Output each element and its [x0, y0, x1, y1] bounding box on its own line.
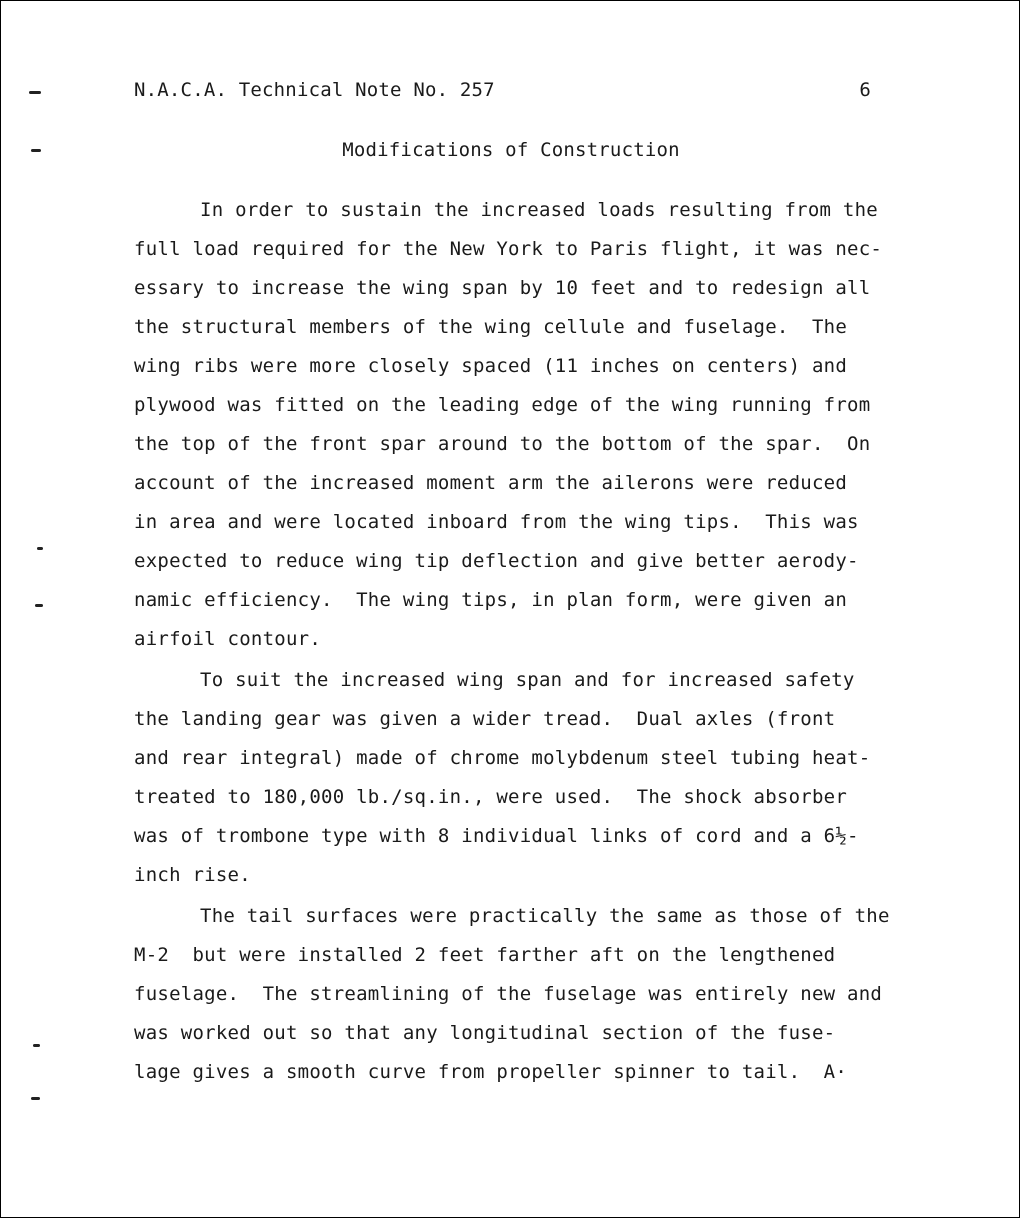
text-line: inch rise. [134, 864, 251, 886]
scan-mark [31, 149, 41, 152]
scan-mark [29, 91, 41, 94]
text-line: The tail surfaces were practically the same as those of the [200, 905, 890, 927]
text-line: namic efficiency. The wing tips, in plan form, were given an [134, 589, 848, 611]
body-text [134, 197, 914, 1098]
text-line: the landing gear was given a wider tread. Dual axles (front [134, 708, 836, 730]
text-line: essary to increase the wing span by 10 feet and to redesign all [134, 277, 871, 299]
scan-mark [33, 1044, 40, 1047]
scan-mark [31, 1097, 40, 1100]
section-title: Modifications of Construction [342, 139, 680, 161]
page-number: 6 [859, 79, 871, 101]
text-line: plywood was fitted on the leading edge of the wing running from [134, 394, 871, 416]
page-header [134, 79, 871, 109]
text-line: fuselage. The streamlining of the fuselage was entirely new and [134, 983, 883, 1005]
text-line: was of trombone type with 8 individual links of cord and a 6½- [134, 825, 859, 847]
text-line: In order to sustain the increased loads resulting from the [200, 199, 878, 221]
text-line: and rear integral) made of chrome molybdenum steel tubing heat- [134, 747, 871, 769]
text-line: M-2 but were installed 2 feet farther aft on the lengthened [134, 944, 836, 966]
text-line: in area and were located inboard from the wing tips. This was [134, 511, 859, 533]
text-line: treated to 180,000 lb./sq.in., were used. The shock absorber [134, 786, 848, 808]
text-line: the top of the front spar around to the bottom of the spar. On [134, 433, 871, 455]
text-line: full load required for the New York to Paris flight, it was nec- [134, 238, 883, 260]
text-line: was worked out so that any longitudinal section of the fuse- [134, 1022, 836, 1044]
document-id: N.A.C.A. Technical Note No. 257 [134, 79, 495, 101]
text-line: the structural members of the wing cellule and fuselage. The [134, 316, 848, 338]
text-line: airfoil contour. [134, 628, 322, 650]
text-line: wing ribs were more closely spaced (11 inches on centers) and [134, 355, 848, 377]
text-line: To suit the increased wing span and for increased safety [200, 669, 855, 691]
text-line: account of the increased moment arm the ailerons were reduced [134, 472, 848, 494]
scan-mark [35, 604, 43, 607]
text-line: expected to reduce wing tip deflection and give better aerody- [134, 550, 859, 572]
scan-mark [37, 547, 43, 550]
text-line: lage gives a smooth curve from propeller spinner to tail. A· [134, 1061, 848, 1083]
